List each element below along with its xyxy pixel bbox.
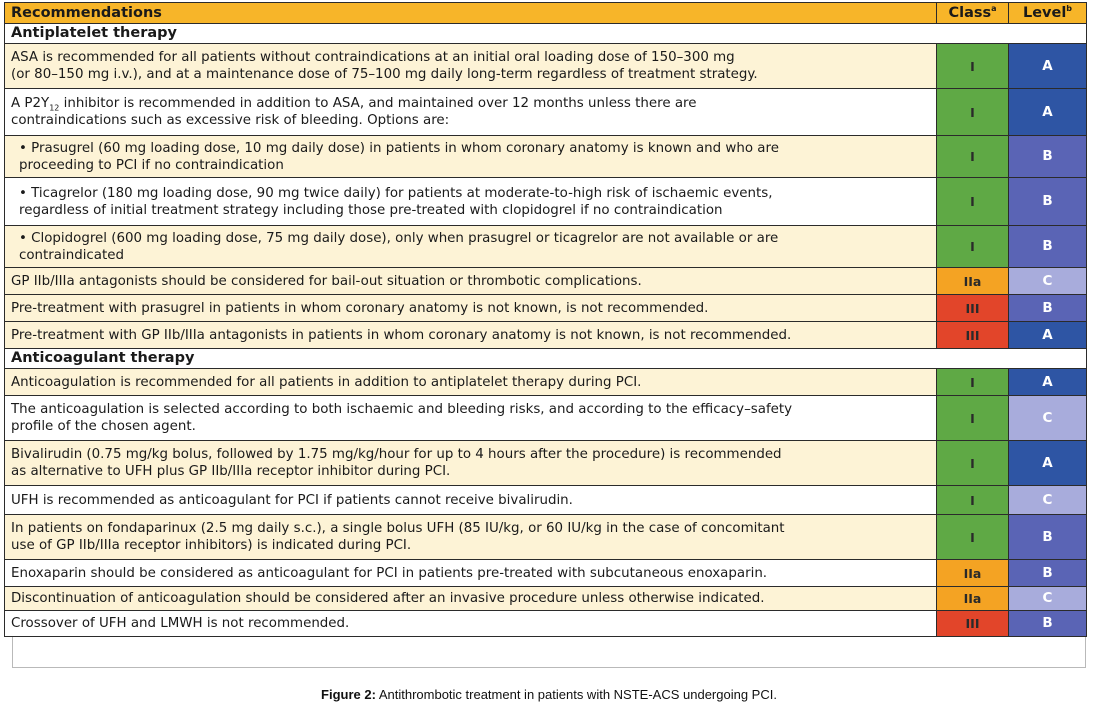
class-badge: I: [937, 441, 1009, 486]
level-badge: B: [1009, 226, 1087, 268]
class-badge: I: [937, 44, 1009, 89]
table-row: [5, 441, 1087, 486]
table-row: [5, 89, 1087, 136]
level-badge: A: [1009, 44, 1087, 89]
level-badge: B: [1009, 295, 1087, 322]
level-badge: A: [1009, 322, 1087, 349]
table-row: [5, 611, 1087, 637]
class-badge: I: [937, 515, 1009, 560]
recommendation-text: The anticoagulation is selected according to both ischaemic and bleeding risks, and according to the efficacy–safety profile of the chosen agent.: [5, 396, 937, 441]
recommendation-text: In patients on fondaparinux (2.5 mg daily s.c.), a single bolus UFH (85 IU/kg, or 60 IU/kg in the case of concomitant use of GP IIb/IIIa receptor inhibitors) is indicated during PCI.: [5, 515, 937, 560]
recommendation-text: Pre-treatment with prasugrel in patients in whom coronary anatomy is not known, is not recommended.: [5, 295, 937, 322]
level-badge: B: [1009, 560, 1087, 587]
recommendations-table: [4, 2, 1087, 637]
section-antiplatelet: Antiplatelet therapy: [5, 24, 1087, 44]
recommendation-text: Enoxaparin should be considered as anticoagulant for PCI in patients pre-treated with subcutaneous enoxaparin.: [5, 560, 937, 587]
recommendation-text: • Clopidogrel (600 mg loading dose, 75 mg daily dose), only when prasugrel or ticagrelor are not available or are contraindicated: [5, 226, 937, 268]
recommendation-text: GP IIb/IIIa antagonists should be considered for bail-out situation or thrombotic complications.: [5, 268, 937, 295]
table-row: [5, 396, 1087, 441]
level-badge: A: [1009, 441, 1087, 486]
table-row: [5, 322, 1087, 349]
section-row: [5, 349, 1087, 369]
level-badge: C: [1009, 268, 1087, 295]
recommendation-text: • Ticagrelor (180 mg loading dose, 90 mg twice daily) for patients at moderate-to-high risk of ischaemic events, regardless of initial treatment strategy including those pre-treated with clopidogrel if no contraindication: [5, 178, 937, 226]
table-row: [5, 486, 1087, 515]
recommendation-text: Discontinuation of anticoagulation should be considered after an invasive procedure unless otherwise indicated.: [5, 587, 937, 611]
section-row: [5, 24, 1087, 44]
level-badge: B: [1009, 515, 1087, 560]
recommendation-text: Pre-treatment with GP IIb/IIIa antagonists in patients in whom coronary anatomy is not known, is not recommended.: [5, 322, 937, 349]
header-recommendations: Recommendations: [5, 3, 937, 24]
class-badge: I: [937, 396, 1009, 441]
level-badge: C: [1009, 486, 1087, 515]
header-class: Class$^a$: [937, 3, 1009, 24]
caption-text: Antithrombotic treatment in patients with NSTE-ACS undergoing PCI.: [375, 687, 777, 702]
recommendation-text: Crossover of UFH and LMWH is not recommended.: [5, 611, 937, 637]
caption-label: Figure 2:: [321, 687, 376, 702]
level-badge: B: [1009, 178, 1087, 226]
class-badge: I: [937, 369, 1009, 396]
header-level: Level$^b$: [1009, 3, 1087, 24]
table-row: [5, 178, 1087, 226]
class-badge: I: [937, 486, 1009, 515]
class-badge: I: [937, 136, 1009, 178]
class-badge: III: [937, 611, 1009, 637]
level-badge: C: [1009, 396, 1087, 441]
class-badge: IIa: [937, 268, 1009, 295]
table-row: [5, 226, 1087, 268]
table-row: [5, 268, 1087, 295]
recommendation-text: UFH is recommended as anticoagulant for PCI if patients cannot receive bivalirudin.: [5, 486, 937, 515]
table-header-row: [5, 3, 1087, 24]
class-badge: I: [937, 89, 1009, 136]
class-badge: I: [937, 178, 1009, 226]
table-row: [5, 587, 1087, 611]
class-badge: III: [937, 322, 1009, 349]
class-badge: III: [937, 295, 1009, 322]
class-badge: IIa: [937, 560, 1009, 587]
recommendation-text: • Prasugrel (60 mg loading dose, 10 mg daily dose) in patients in whom coronary anatomy is known and who are proceeding to PCI if no contraindication: [5, 136, 937, 178]
table-row: [5, 560, 1087, 587]
level-badge: A: [1009, 369, 1087, 396]
table-row: [5, 44, 1087, 89]
level-badge: B: [1009, 136, 1087, 178]
figure-caption: [0, 687, 1098, 702]
recommendation-text: Anticoagulation is recommended for all patients in addition to antiplatelet therapy during PCI.: [5, 369, 937, 396]
level-badge: A: [1009, 89, 1087, 136]
class-badge: IIa: [937, 587, 1009, 611]
class-badge: I: [937, 226, 1009, 268]
level-badge: B: [1009, 611, 1087, 637]
level-badge: C: [1009, 587, 1087, 611]
table-row: [5, 136, 1087, 178]
section-anticoagulant: Anticoagulant therapy: [5, 349, 1087, 369]
recommendation-text: Bivalirudin (0.75 mg/kg bolus, followed by 1.75 mg/kg/hour for up to 4 hours after the procedure) is recommended as alternative to UFH plus GP IIb/IIIa receptor inhibitor during PCI.: [5, 441, 937, 486]
table-row: [5, 295, 1087, 322]
recommendation-text: ASA is recommended for all patients without contraindications at an initial oral loading dose of 150–300 mg (or 80–150 mg i.v.), and at a maintenance dose of 75–100 mg daily long-term regardless of treatment strategy.: [5, 44, 937, 89]
recommendation-text: A $P2Y_{12}$ inhibitor is recommended in addition to ASA, and maintained over 12 months unless there are contraindications such as excessive risk of bleeding. Options are:: [5, 89, 937, 136]
table-row: [5, 369, 1087, 396]
table-row: [5, 515, 1087, 560]
